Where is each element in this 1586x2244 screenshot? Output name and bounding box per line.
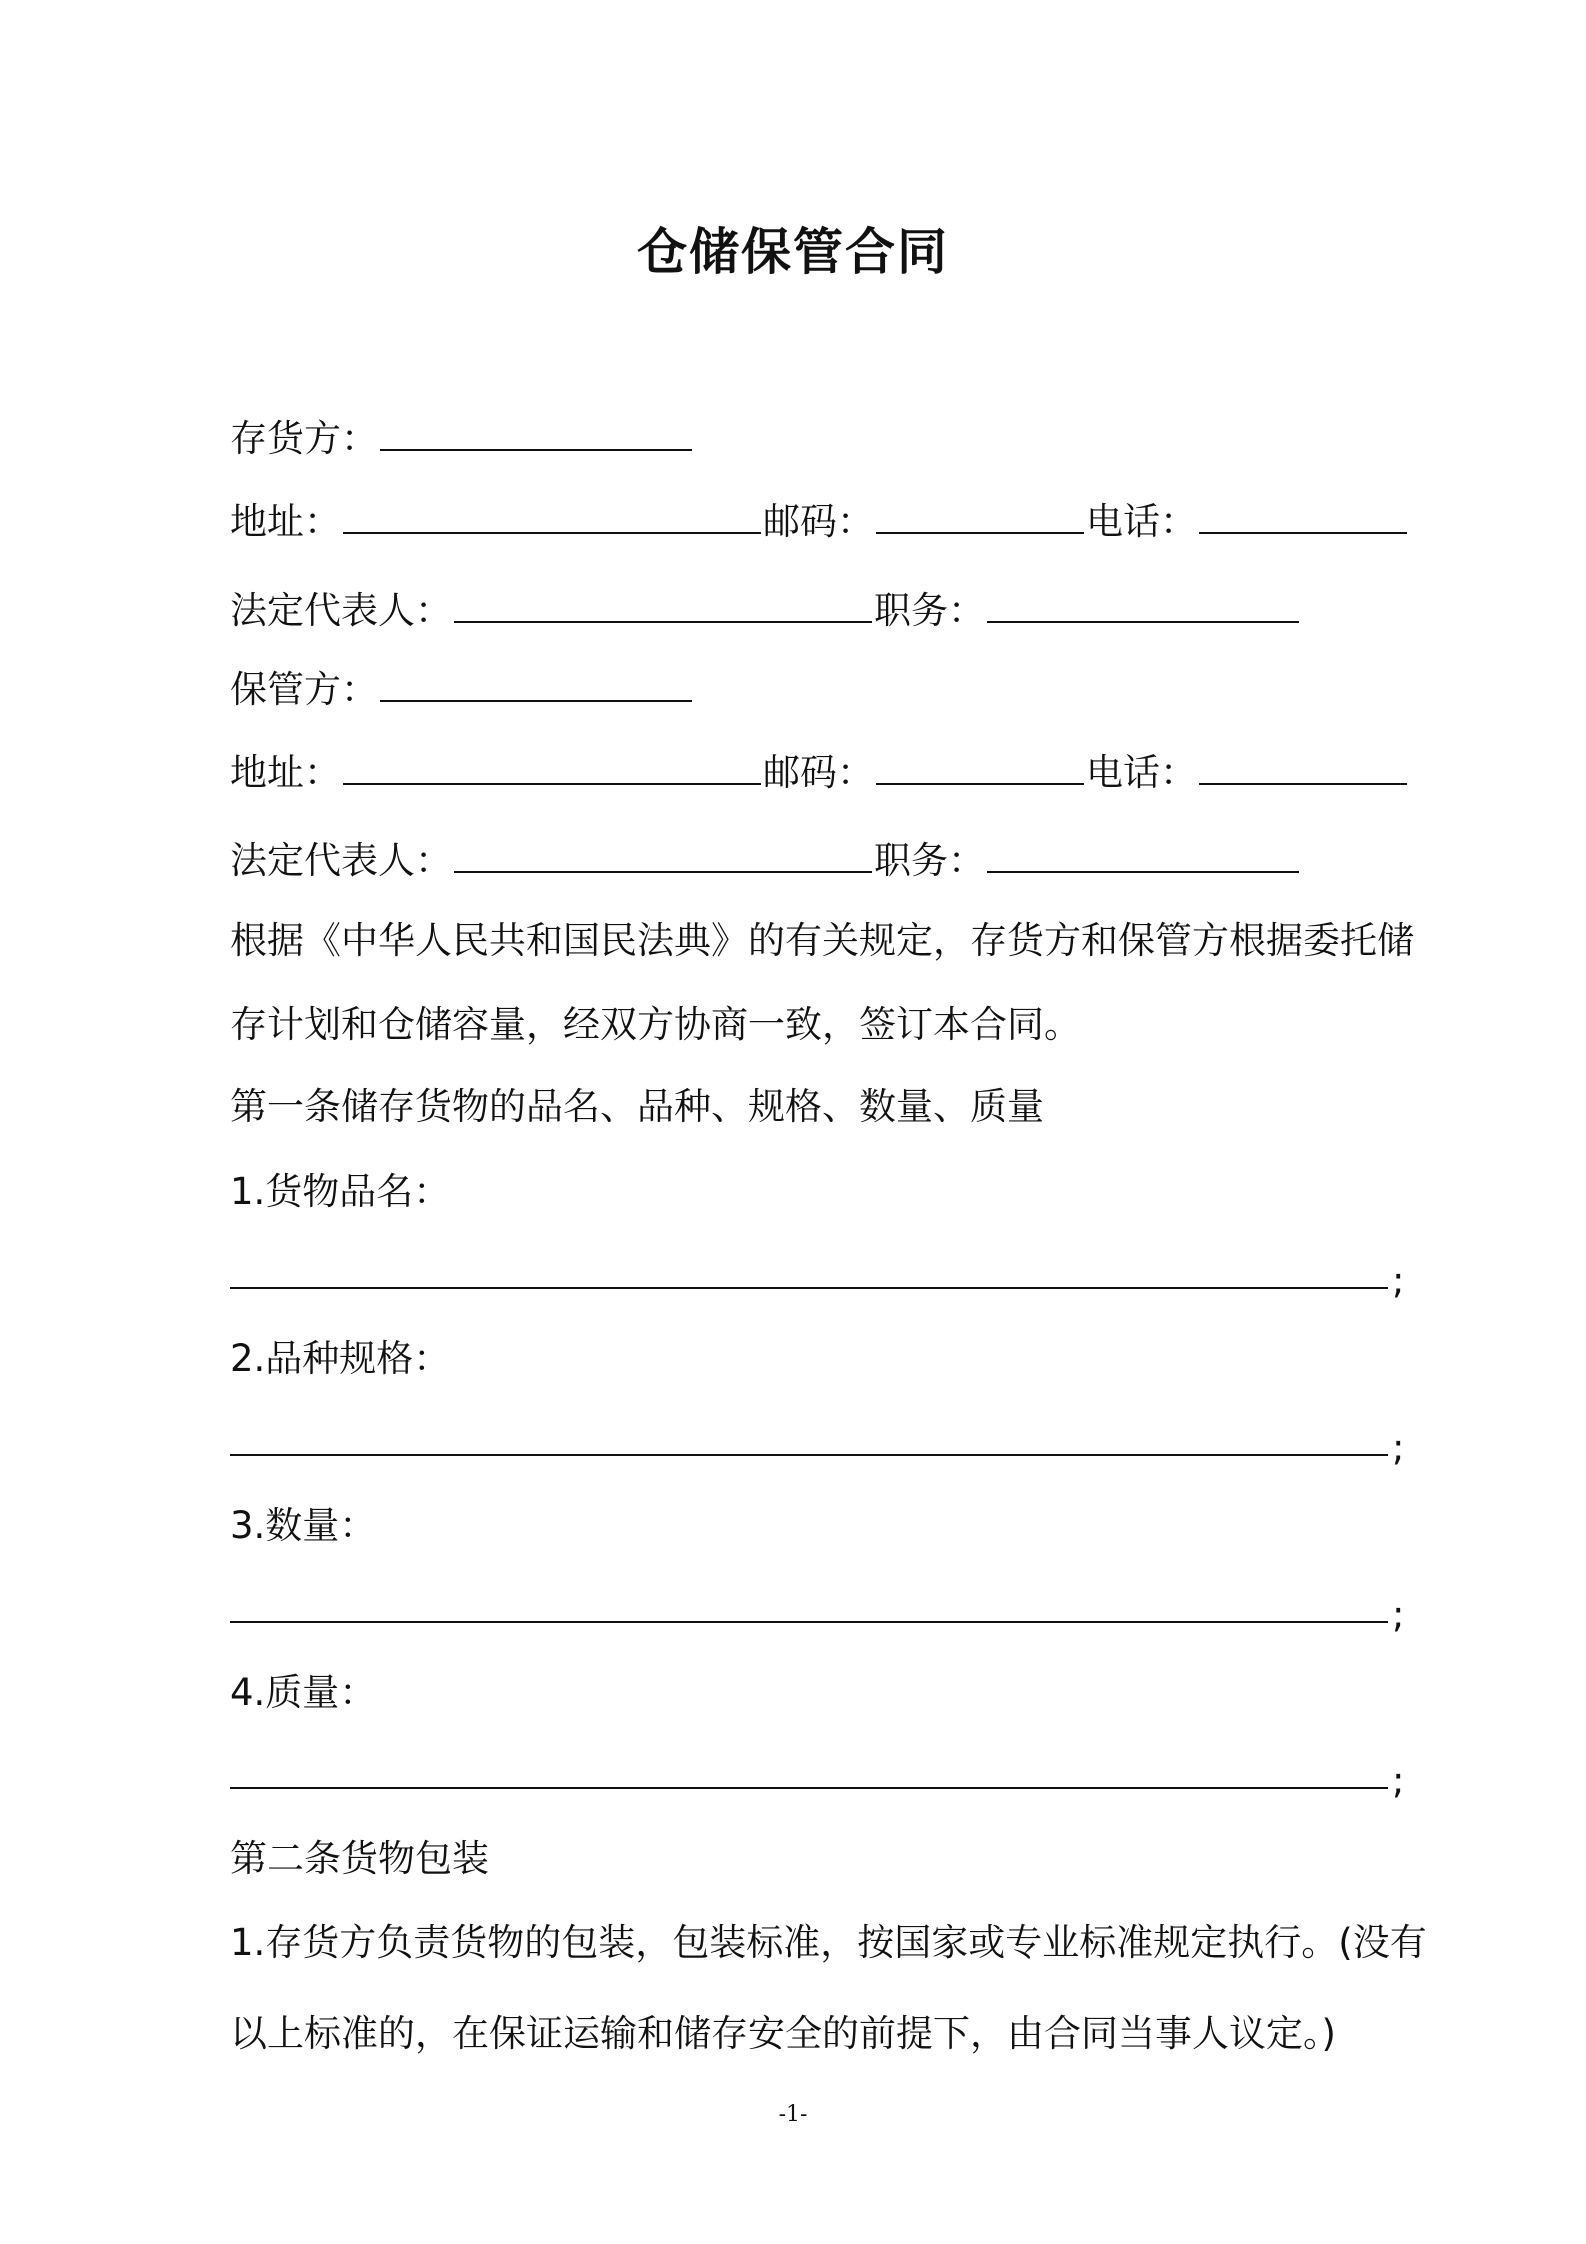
custodian-postcode-label: 邮码： — [763, 751, 874, 794]
article1-item-label: 3.数量： — [230, 1504, 377, 1547]
article1-item-field-row — [230, 1592, 1390, 1629]
article1-item-label: 2.品种规格： — [230, 1337, 451, 1380]
article1-heading: 第一条储存货物的品名、品种、规格、数量、质量 — [230, 1085, 1044, 1128]
intro-text-line-2: 存计划和仓储容量，经双方协商一致，签订本合同。 — [230, 1003, 1081, 1046]
article2-text-line-1: 1.存货方负责货物的包装，包装标准，按国家或专业标准规定执行。(没有 — [230, 1921, 1427, 1964]
depositor-rep-field[interactable] — [454, 615, 872, 623]
depositor-rep-label: 法定代表人： — [230, 589, 452, 632]
article2-heading: 第二条货物包装 — [230, 1837, 489, 1880]
depositor-name-field[interactable] — [380, 443, 692, 451]
line-end-semicolon: ; — [1392, 1593, 1405, 1636]
custodian-address-line — [230, 751, 1409, 794]
custodian-address-label: 地址： — [230, 751, 341, 794]
article1-item-field-row — [230, 1258, 1390, 1295]
custodian-phone-field[interactable] — [1199, 777, 1407, 785]
custodian-phone-label: 电话： — [1086, 751, 1197, 794]
depositor-address-field[interactable] — [343, 526, 761, 534]
depositor-address-label: 地址： — [230, 500, 341, 543]
article1-item-label: 1.货物品名： — [230, 1170, 451, 1213]
page-number: -1- — [778, 2102, 808, 2127]
depositor-position-label: 职务： — [874, 589, 985, 632]
custodian-position-field[interactable] — [987, 865, 1299, 873]
line-end-semicolon: ; — [1392, 1259, 1405, 1302]
custodian-label: 保管方： — [230, 668, 378, 711]
depositor-phone-field[interactable] — [1199, 526, 1407, 534]
depositor-line — [230, 417, 694, 460]
goods-name-field[interactable] — [230, 1281, 1388, 1289]
depositor-phone-label: 电话： — [1086, 500, 1197, 543]
depositor-label: 存货方： — [230, 417, 378, 460]
custodian-postcode-field[interactable] — [876, 777, 1084, 785]
quantity-field[interactable] — [230, 1615, 1388, 1623]
article2-text-line-2: 以上标准的，在保证运输和储存安全的前提下，由合同当事人议定。) — [230, 2012, 1336, 2055]
article1-item-field-row — [230, 1758, 1390, 1795]
custodian-line — [230, 668, 694, 711]
depositor-postcode-label: 邮码： — [763, 500, 874, 543]
custodian-name-field[interactable] — [380, 694, 692, 702]
article1-item-label: 4.质量： — [230, 1671, 377, 1714]
article1-item-field-row — [230, 1425, 1390, 1462]
custodian-address-field[interactable] — [343, 777, 761, 785]
line-end-semicolon: ; — [1392, 1759, 1405, 1802]
custodian-rep-field[interactable] — [454, 865, 872, 873]
depositor-address-line — [230, 500, 1409, 543]
intro-text-line-1: 根据《中华人民共和国民法典》的有关规定，存货方和保管方根据委托储 — [230, 919, 1414, 962]
depositor-rep-line — [230, 589, 1301, 632]
line-end-semicolon: ; — [1392, 1426, 1405, 1469]
custodian-position-label: 职务： — [874, 839, 985, 882]
depositor-position-field[interactable] — [987, 615, 1299, 623]
quality-field[interactable] — [230, 1781, 1388, 1789]
variety-spec-field[interactable] — [230, 1448, 1388, 1456]
custodian-rep-label: 法定代表人： — [230, 839, 452, 882]
document-title: 仓储保管合同 — [637, 223, 949, 281]
custodian-rep-line — [230, 839, 1301, 882]
depositor-postcode-field[interactable] — [876, 526, 1084, 534]
